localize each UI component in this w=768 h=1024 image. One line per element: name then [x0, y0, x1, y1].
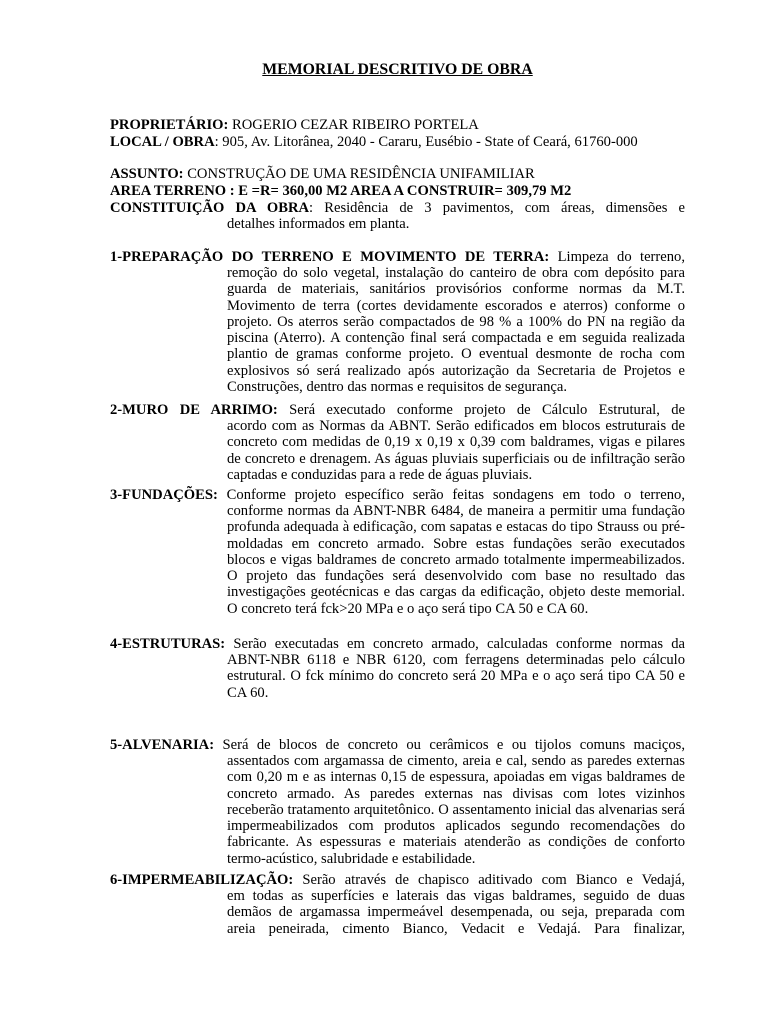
section-5-first-line: Será de blocos de concreto ou cerâmicos e ou tijolos comuns maciços,: [222, 737, 685, 753]
section-6-title: 6-IMPERMEABILIZAÇÃO:: [110, 872, 294, 888]
subject-line: [110, 166, 685, 182]
section-1-title: 1-PREPARAÇÃO DO TERRENO E MOVIMENTO DE TERRA:: [110, 249, 550, 265]
owner-value: ROGERIO CEZAR RIBEIRO PORTELA: [232, 117, 479, 133]
section-2-title: 2-MURO DE ARRIMO:: [110, 402, 278, 418]
location-line: [110, 134, 685, 150]
subject-value: CONSTRUÇÃO DE UMA RESIDÊNCIA UNIFAMILIAR: [187, 166, 535, 182]
section-6-first-line: Serão através de chapisco aditivado com Bianco e Vedajá,: [302, 872, 686, 888]
section-6-heading: [110, 872, 685, 888]
section-1-heading: [110, 249, 685, 265]
section-3-title: 3-FUNDAÇÕES:: [110, 487, 218, 503]
section-4-title: 4-ESTRUTURAS:: [110, 636, 226, 652]
section-3-body: conforme normas da ABNT-NBR 6484, de maneira a permitir uma fundação profunda adequada à edificação, com sapatas e estacas do tipo Strauss ou pré-moldadas em concreto armado. Sobre estas fundações serão executados blocos e vigas baldrames de concreto armado totalmente impermeabilizados. O projeto das fundações será desenvolvido com base no resultado das investigações geotécnicas e das cargas da edificação, objeto deste memorial. O concreto terá fck>20 MPa e o aço será tipo CA 50 e CA 60.: [227, 503, 685, 617]
section-6-body: em todas as superfícies e laterais das vigas baldrames, seguido de duas demãos de argamassa impermeável desempenada, ou seja, preparada com areia peneirada, cimento Bianco, Vedacit e Vedajá. Para finalizar,: [227, 888, 685, 937]
area-line: AREA TERRENO : E =R= 360,00 M2 AREA A CONSTRUIR= 309,79 M2: [110, 183, 572, 199]
constitution-line: [110, 200, 685, 216]
section-1-first-line: Limpeza do terreno,: [557, 249, 685, 265]
section-5-heading: [110, 737, 685, 753]
location-value: : 905, Av. Litorânea, 2040 - Cararu, Eusébio - State of Ceará, 61760-000: [214, 134, 638, 150]
subject-label: ASSUNTO:: [110, 166, 184, 182]
section-4-body: ABNT-NBR 6118 e NBR 6120, com ferragens determinadas pelo cálculo estrutural. O fck mínimo do concreto será 20 MPa e o aço será tipo CA 50 e CA 60.: [227, 652, 685, 701]
section-4-first-line: Serão executadas em concreto armado, calculadas conforme normas da: [233, 636, 686, 652]
owner-line: [110, 117, 685, 133]
constitution-line1: : Residência de 3 pavimentos, com áreas, dimensões e: [309, 200, 685, 216]
section-1-body: remoção do solo vegetal, instalação do canteiro de obra com depósito para guarda de materiais, sanitários provisórios conforme normas da M.T. Movimento de terra (cortes devidamente escorados e aterros) conforme o projeto. Os aterros serão compactados de 98 % a 100% do PN na região da piscina (Aterro). A contenção final será compactada e em seguida realizada plantio de gramas conforme projeto. O eventual desmonte de rocha com explosivos só será realizado após autorização da Secretaria de Projetos e Construções, dentro das normas e requisitos de segurança.: [227, 265, 685, 396]
section-5-title: 5-ALVENARIA:: [110, 737, 215, 753]
section-3-first-line: Conforme projeto específico serão feitas sondagens em todo o terreno,: [226, 487, 685, 503]
constitution-line2: detalhes informados em planta.: [227, 216, 410, 232]
constitution-label: CONSTITUIÇÃO DA OBRA: [110, 200, 310, 216]
document-title: MEMORIAL DESCRITIVO DE OBRA: [262, 61, 533, 78]
section-2-first-line: Será executado conforme projeto de Cálculo Estrutural, de: [289, 402, 685, 418]
section-5-body: assentados com argamassa de cimento, areia e cal, sendo as paredes externas com 0,20 m e as internas 0,15 de espessura, apoiadas em vigas baldrames de concreto armado. As paredes externas nas divisas com lotes vizinhos receberão tratamento arquitetônico. O assentamento inicial das alvenarias será impermeabilizados com produtos aplicados segundo recomendações do fabricante. As espessuras e materiais atenderão as condições de conforto termo-acústico, salubridade e estabilidade.: [227, 753, 685, 867]
owner-label: PROPRIETÁRIO:: [110, 117, 229, 133]
location-label: LOCAL / OBRA: [110, 134, 215, 150]
section-4-heading: [110, 636, 685, 652]
section-2-heading: [110, 402, 685, 418]
section-2-body: acordo com as Normas da ABNT. Serão edificados em blocos estruturais de concreto com medidas de 0,19 x 0,19 x 0,39 com baldrames, vigas e pilares de concreto e drenagem. As águas pluviais superficiais ou de infiltração serão captadas e conduzidas para a rede de águas pluviais.: [227, 418, 685, 483]
section-3-heading: [110, 487, 685, 503]
